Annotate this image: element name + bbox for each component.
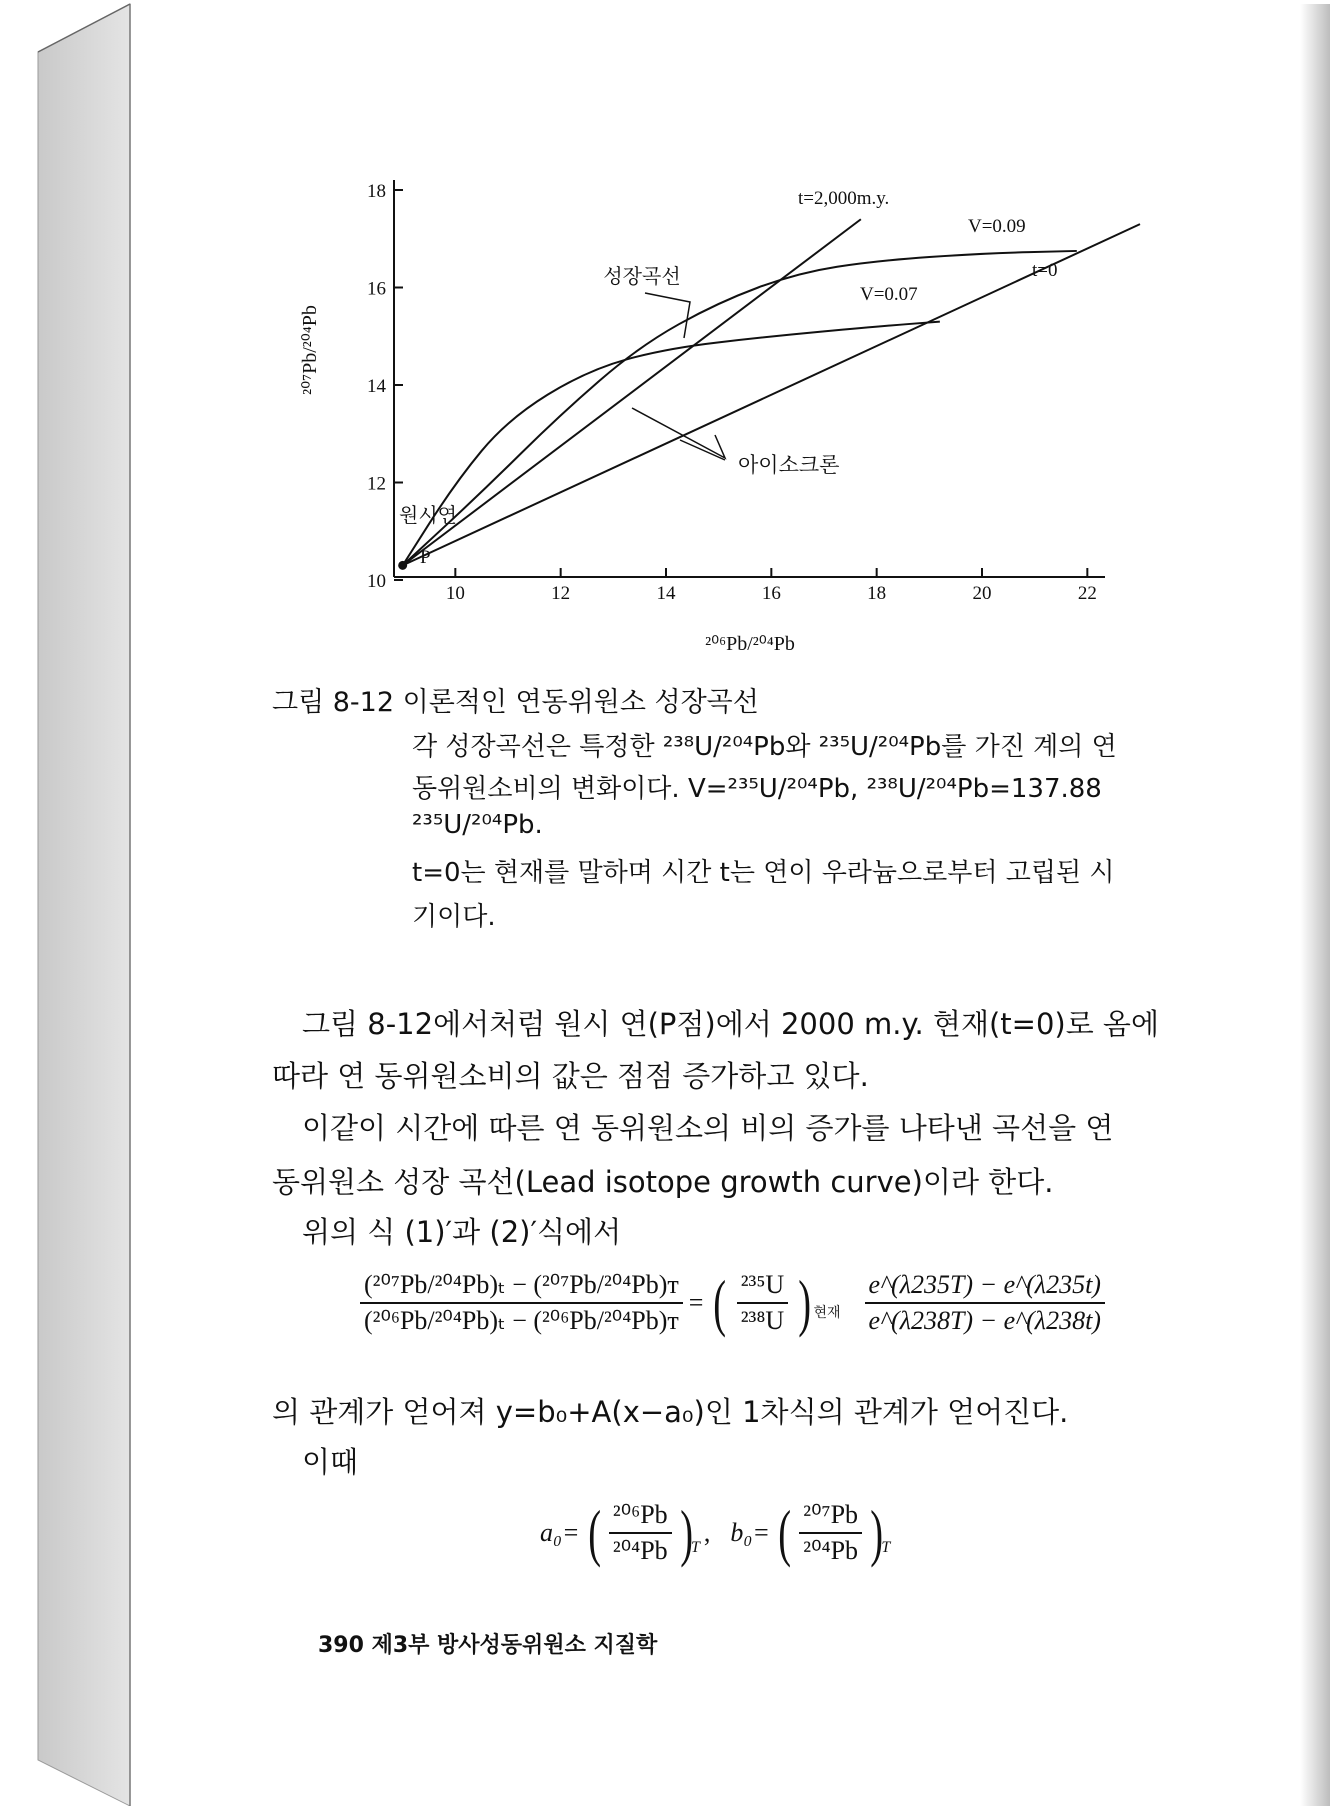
x-tick-label: 10: [445, 583, 465, 604]
x-tick-label: 16: [761, 583, 781, 604]
x-tick-label: 20: [972, 583, 992, 604]
caption-line-4: t=0는 현재를 말하며 시간 t는 연이 우라늄으로부터 고립된 시: [412, 858, 1115, 888]
b0-denominator: ²⁰⁴Pb: [803, 1536, 859, 1565]
exponential-denominator: e^(λ238T) − e^(λ238t): [868, 1306, 1101, 1335]
body-paragraph-2-line-2: 동위원소 성장 곡선(Lead isotope growth curve)이라 한다.: [272, 1165, 1054, 1199]
x-axis-label: ²⁰⁶Pb/²⁰⁴Pb: [705, 633, 795, 655]
equation-ratio: [360, 1267, 1105, 1338]
equation-a0-b0: a₀= ( $\frac{\text{²⁰⁶Pb}}{\text{²⁰⁴Pb}}$ ) T , b₀= ( $\frac{\text{²⁰⁷Pb}}{\text{²⁰⁴Pb}}$ ) T: [540, 1497, 891, 1568]
y-axis-label: ²⁰⁷Pb/²⁰⁴Pb: [299, 305, 321, 395]
x-tick-label: 22: [1077, 583, 1097, 604]
b0-fraction: [799, 1500, 862, 1566]
a0-right-paren: ): [679, 1497, 693, 1568]
present-subscript: 현재: [813, 1305, 841, 1321]
b0-label: b₀=: [730, 1518, 770, 1547]
caption-line-1: 각 성장곡선은 특정한 ²³⁸U/²⁰⁴Pb와 ²³⁵U/²⁰⁴Pb를 가진 계의 연: [412, 732, 1117, 762]
right-paren: ): [798, 1267, 812, 1338]
left-paren: (: [713, 1267, 727, 1338]
caption-line-3: ²³⁵U/²⁰⁴Pb.: [412, 810, 543, 840]
b0-left-paren: (: [778, 1497, 792, 1568]
x-tick-label: 18: [867, 583, 887, 604]
body-paragraph-5: 이때: [302, 1445, 359, 1479]
exponential-fraction: [865, 1270, 1105, 1336]
annotation-v-007: V=0.07: [860, 284, 918, 305]
caption-line-5: 기이다.: [412, 902, 496, 932]
a0-left-paren: (: [587, 1497, 601, 1568]
annotation-primordial-lead: 원시연: [399, 503, 457, 527]
y-tick-label: 10: [367, 571, 386, 592]
uranium-ratio-numerator: ²³⁵U: [737, 1270, 788, 1304]
annotation-growth-curve: 성장곡선: [603, 264, 681, 288]
b0-right-paren: ): [870, 1497, 884, 1568]
b0-subscript: T: [881, 1539, 891, 1556]
series-isochron-3: [403, 224, 1140, 565]
body-paragraph-1-line-2: 따라 연 동위원소비의 값은 점점 증가하고 있다.: [272, 1059, 869, 1093]
page-footer: 390 제3부 방사성동위원소 지질학: [318, 1633, 658, 1658]
annotation-v-009: V=0.09: [968, 216, 1026, 237]
primordial-lead-point: [398, 561, 407, 570]
equation-lhs-denominator: (²⁰⁶Pb/²⁰⁴Pb)ₜ − (²⁰⁶Pb/²⁰⁴Pb)ᴛ: [364, 1306, 679, 1335]
a0-fraction: [609, 1500, 672, 1566]
body-paragraph-1-line-1: 그림 8-12에서처럼 원시 연(P점)에서 2000 m.y. 현재(t=0)로 옴에: [302, 1007, 1159, 1041]
annotation-t-2000: t=2,000m.y.: [798, 188, 890, 209]
figure-caption-title: 그림 8-12 이론적인 연동위원소 성장곡선: [272, 687, 759, 718]
leader-isochron: [632, 408, 725, 458]
body-paragraph-3: 위의 식 (1)′과 (2)′식에서: [302, 1215, 622, 1249]
body-paragraph-2-line-1: 이같이 시간에 따른 연 동위원소의 비의 증가를 나타낸 곡선을 연: [302, 1111, 1114, 1145]
a0-denominator: ²⁰⁴Pb: [612, 1536, 668, 1565]
exponential-numerator: e^(λ235T) − e^(λ235t): [865, 1270, 1105, 1304]
annotation-isochron: 아이소크론: [738, 453, 840, 477]
a0-label: a₀=: [540, 1518, 580, 1547]
y-tick-label: 18: [367, 181, 386, 202]
y-tick-label: 16: [367, 278, 386, 300]
annotation-t-0: t=0: [1032, 260, 1058, 281]
y-tick-label: 14: [367, 376, 386, 397]
caption-line-2: 동위원소비의 변화이다. V=²³⁵U/²⁰⁴Pb, ²³⁸U/²⁰⁴Pb=137.88: [412, 774, 1102, 804]
x-tick-label: 12: [551, 583, 571, 604]
uranium-ratio-denominator: ²³⁸U: [740, 1306, 785, 1335]
a0-subscript: T: [690, 1539, 700, 1556]
uranium-ratio-fraction: [737, 1270, 788, 1336]
point-label-p: P: [420, 547, 431, 568]
chart-labels: [299, 181, 1097, 655]
y-tick-label: 12: [367, 473, 386, 495]
equals-sign: =: [688, 1288, 704, 1317]
a0-numerator: ²⁰⁶Pb: [609, 1500, 672, 1534]
b0-numerator: ²⁰⁷Pb: [799, 1500, 862, 1534]
equation-lhs-fraction: [360, 1270, 683, 1336]
chart-marks: [398, 219, 1140, 570]
body-paragraph-4: 의 관계가 얻어져 y=b₀+A(x−a₀)인 1차식의 관계가 얻어진다.: [272, 1395, 1069, 1429]
equation-lhs-numerator: (²⁰⁷Pb/²⁰⁴Pb)ₜ − (²⁰⁷Pb/²⁰⁴Pb)ᴛ: [360, 1270, 683, 1304]
x-tick-label: 14: [656, 583, 676, 604]
